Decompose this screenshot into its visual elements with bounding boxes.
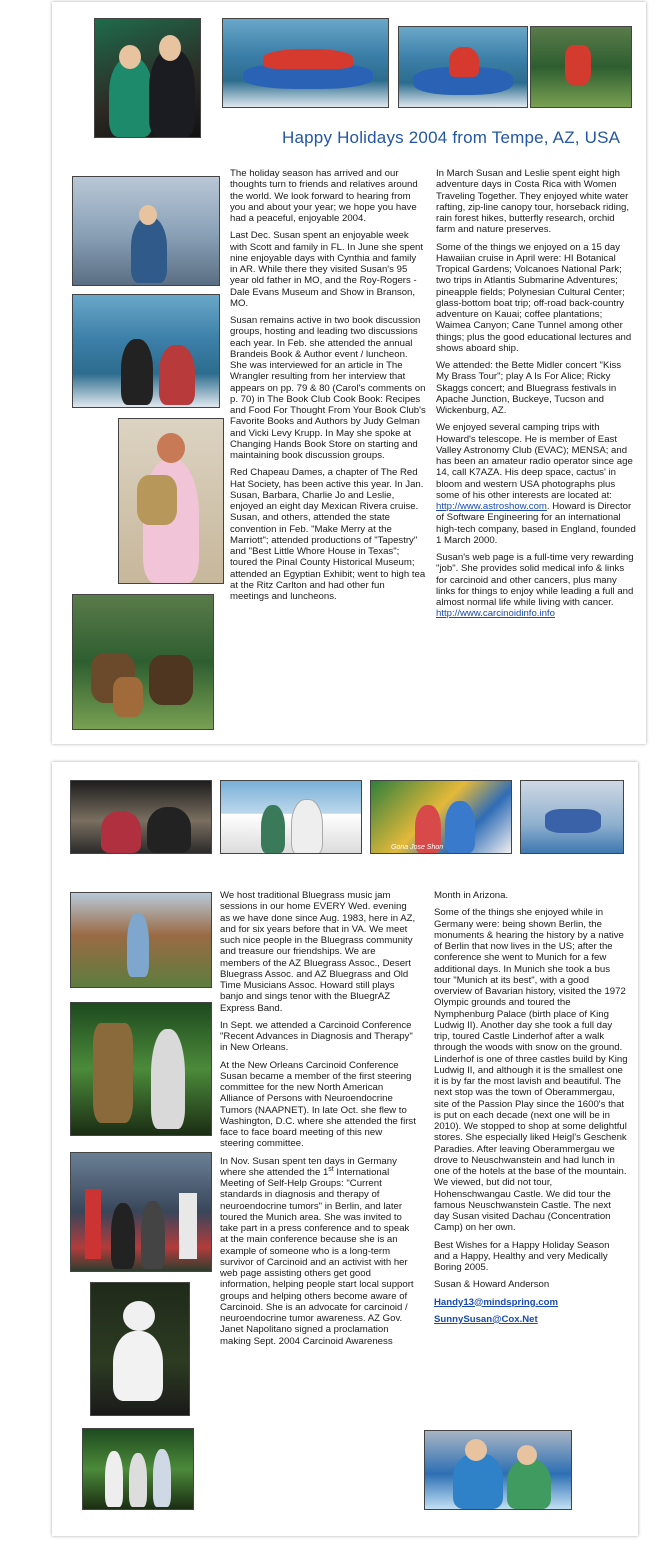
photo-cruise-deck <box>220 780 362 854</box>
paragraph: Red Chapeau Dames, a chapter of The Red Hat Society, has been active this year. In Jan. Susan, Barbara, Charlie Jo and Leslie, enjoyed an eight day Mexican Rivera cruise. Susan, and others, attended the state convention in Feb. "Make Merry at the Marriott"; attended productions of "Tapestry" and "Best Little Whore House in Texas"; toured the Pinal County Historical Museum; attended an Egyptian Exhibit; went to high tea at the Ritz Carlton and had other fun meetings and luncheons. <box>230 467 426 602</box>
email-link-sunnysusan[interactable]: SunnySusan@Cox.Net <box>434 1313 538 1325</box>
paragraph-text: International Meeting of Self-Help Groups: "Current standards in diagnosis and therapy of neuroendocrine tumors" in Berlin, and later toured the Munich area. She was invited to take part in a press conference and to speak at the main conference because she is an example of someone who is a long-term survivor of Carcinoid and an activist with her web page assisting others get good information, helping people start local support groups and helping others become aware of Carcinoid. She is an advocate for carcinoid / neuroendocrine tumor awareness. AZ Gov. Janet Napolitano signed a proclamation making Sept. 2004 Carcinoid Awareness <box>220 1166 414 1347</box>
paragraph-text: . Howard is Director of Software Engineering for an international high-tech company, based in England, founded 1 March 2000. <box>436 501 636 546</box>
photo-woman-with-fish <box>118 418 224 584</box>
photo-tropical-flowers <box>530 26 632 108</box>
signature: Susan & Howard Anderson <box>434 1279 550 1291</box>
astroshow-link[interactable]: http://www.astroshow.com <box>436 501 547 512</box>
text-column-left <box>220 890 418 1353</box>
paragraph: In March Susan and Leslie spent eight high adventure days in Costa Rica with Women Traveling Together. They enjoyed white water rafting, zip-line canopy tour, horseback riding, rain forest hikes, butterfly research, orchid farm and nature preserves. <box>436 168 630 236</box>
photo-canyon <box>70 892 212 988</box>
newsletter-page-1 <box>52 2 646 744</box>
text-column-right <box>434 890 628 1331</box>
text-column-left <box>230 168 426 608</box>
paragraph-text: We enjoyed several camping trips with Howard's telescope. He is member of East Valley Astronomy Club (EVAC); MENSA; and has been an amateur radio operator since age 14, call K7AZA. His deep space, cactus' in bloom and western USA photographs plus some of his other interests are located at: <box>436 422 633 501</box>
photo-parrots <box>370 780 512 854</box>
paragraph: Best Wishes for a Happy Holiday Season and a Happy, Healthy and very Medically Boring 2005. <box>434 1239 610 1273</box>
text-column-right <box>436 168 636 620</box>
photo-zipline-helmet <box>90 1282 190 1416</box>
paragraph: Some of the things we enjoyed on a 15 day Hawaiian cruise in April were: HI Botanical Tropical Gardens; Volcanoes National Park; two trips in Atlantis Submarine Adventures; pineapple fields; Polynesian Cultural Center; glass-bottom boat trip; off-road back-country adventure on Kauai; coffee plantations; Waimea Canyon; Cane Tunnel among other things; plus the good educational lectures and shows aboard ship. <box>436 241 632 354</box>
photo-boat-deck <box>72 176 220 286</box>
photo-rafting-1 <box>222 18 389 108</box>
paragraph: At the New Orleans Carcinoid Conference Susan became a member of the first steering committee for the new North American Alliance of Persons with Neuroendocrine Tumors (NAAPNET). In late Oct. she flew to Washington, D.C. where she attended the first face to face board meeting of this new steering committee. <box>220 1059 416 1150</box>
photo-dinner-couple <box>70 780 212 854</box>
paragraph: We attended: the Bette Midler concert "Kiss My Brass Tour"; play A Is For Alice; Ricky Skaggs concert; and Bluegrass festivals in Apache Junction, Buckeye, Tucson and Wickenburg, AZ. <box>436 360 622 416</box>
photo-rafting-2 <box>398 26 528 108</box>
photo-group-forest <box>82 1428 194 1510</box>
paragraph <box>436 422 636 546</box>
paragraph-text: Susan's web page is a full-time very rewarding "job". She provides solid medical info & links for carcinoid and other cancers, plus many links for things to enjoy while leading a full and almost normal life while living with cancer. <box>436 552 634 608</box>
photo-deck-chair <box>520 780 624 854</box>
paragraph <box>436 552 636 608</box>
photo-caption: Gona Jose Shon <box>391 844 444 851</box>
paragraph: The holiday season has arrived and our thoughts turn to friends and relatives around the world. We look forward to hearing from you and about your year; we hope you have had a peaceful, enjoyable 2004. <box>230 168 418 224</box>
photo-germany-street <box>70 1152 212 1272</box>
paragraph: Last Dec. Susan spent an enjoyable week with Scott and family in FL. In June she spent nine enjoyable days with Cynthia and family in AR. While there they visited Susan's 95 year old father in MO, and the Roy-Rogers - Dale Evans Museum and Show in Branson, MO. <box>230 230 424 309</box>
photo-pool-friends <box>72 294 220 408</box>
photo-couple-portrait <box>94 18 201 138</box>
paragraph: In Sept. we attended a Carcinoid Conference "Recent Advances in Diagnosis and Therapy" in New Orleans. <box>220 1019 413 1054</box>
carcinoid-link[interactable]: http://www.carcinoidinfo.info <box>436 608 555 620</box>
newsletter-page-2 <box>52 762 638 1536</box>
paragraph-text: In Nov. Susan spent ten days in Germany where she attended the 1 <box>220 1155 397 1178</box>
page-title: Happy Holidays 2004 from Tempe, AZ, USA <box>282 128 621 147</box>
paragraph <box>220 1156 418 1347</box>
photo-horseback-riding <box>72 594 214 730</box>
photo-tiki-statue <box>70 1002 212 1136</box>
paragraph: Month in Arizona. <box>434 890 509 901</box>
photo-couple-hawaiian-shirts <box>424 1430 572 1510</box>
superscript: st <box>328 1165 334 1173</box>
email-link-handy[interactable]: Handy13@mindspring.com <box>434 1296 558 1308</box>
paragraph: Some of the things she enjoyed while in Germany were: being shown Berlin, the monuments & hearing the history by a native of Berlin that now lives in the US; after the conference she went to Munich for a few additional days. In Munich she took a bus tour "Munich at its best", with a good overview of Bavarian history, visited the 1972 Olympic grounds and toured the Nymphenburg Palace (birth place of King Ludwig II). Another day she took a full day trip, toured Castle Linderhof after a walk through the woods with snow on the ground. Linderhof is one of three castles build by King Ludwig II, and although it is the smallest one it is by far the most lavish and beautiful. The next stop was the town of Oberammergau, site of the Passion Play since the 1600's that is put on each decade (next one will be in 2010). We stopped to shop at some delightful stores. She especially liked Heigl's Geschenk Paradies. After leaving Oberammergau we drove to Neuschwanstein and had lunch in one of the hotels at the base of the mountain. We viewed, but did not tour, Hohenschwangau Castle. We did tour the famous Neuschwanstein Castle. The next day Susan visited Dachau (Concentration Camp) on her own. <box>434 907 628 1234</box>
paragraph: We host traditional Bluegrass music jam sessions in our home EVERY Wed. evening as we have done since Aug. 1983, here in AZ, and for six years before that in VA. We meet such nice people in the Bluegrass community and treasure our friendships. We are members of the AZ Bluegrass Assoc., Desert Bluegrass Assoc. and AZ Bluegrass and Old Time Musicians Assoc. Howard still plays banjo and sings tenor with the BluegrAZ Express Band. <box>220 890 416 1014</box>
paragraph: Susan remains active in two book discussion groups, hosting and leading two discussions each year. In Feb. she attended the annual Brandeis Book & Author event / luncheon. She was interviewed for an article in The Wrangler resulting from her interview that appears on pp. 79 & 80 (Carol's comments on p. 70) in The Book Club Cook Book: Recipes and Food For Thought From Your Book Club's Favorite Books and Authors by Judy Gelman and Vicki Levy Krupp. In May she spoke at Changing Hands Book Store on starting and maintaining book discussion groups. <box>230 315 426 461</box>
